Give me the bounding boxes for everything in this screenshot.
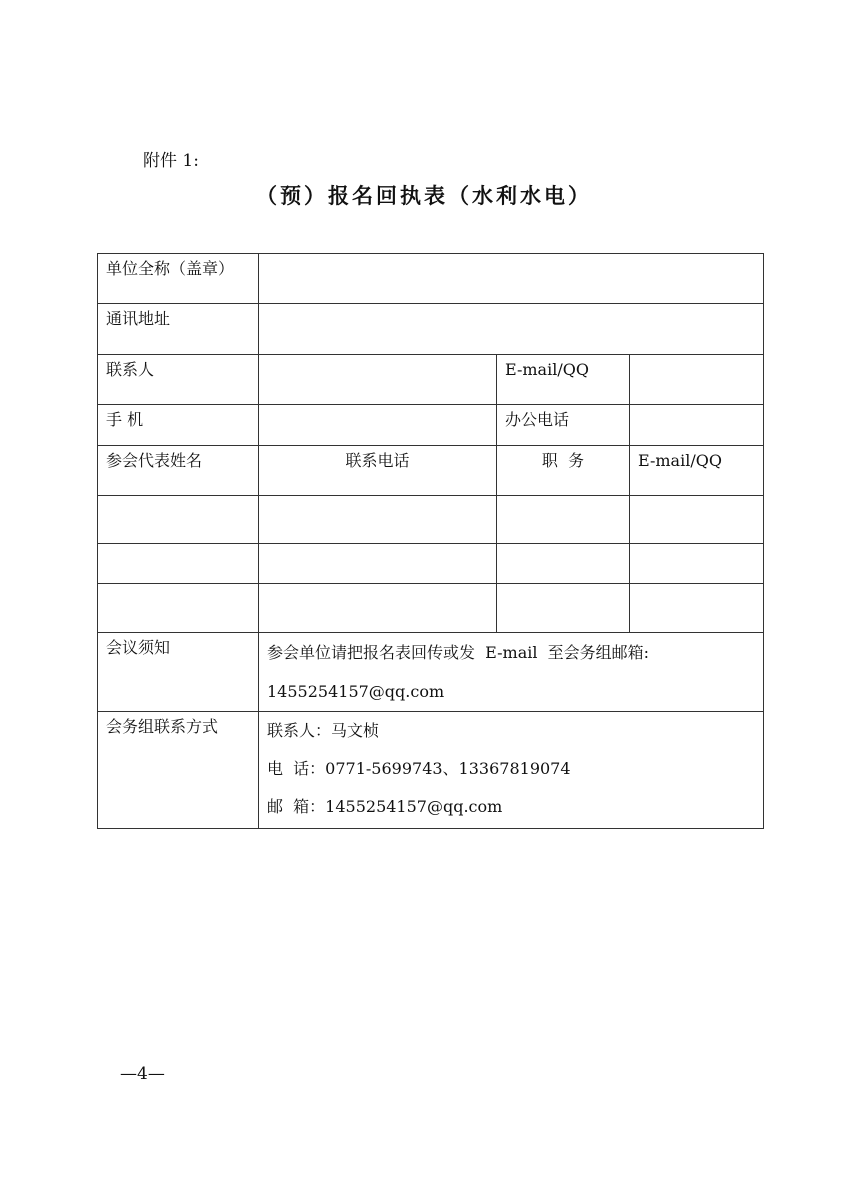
table-row — [98, 584, 764, 633]
contact-field[interactable] — [259, 355, 497, 405]
table-row — [98, 496, 764, 544]
notice-content — [259, 633, 764, 712]
attachment-label: 附件 1: — [143, 151, 199, 171]
attendee-position-field[interactable] — [497, 584, 630, 633]
attendee-name-field[interactable] — [98, 544, 259, 584]
notice-line: 参会单位请把报名表回传或发 E-mail 至会务组邮箱: — [267, 643, 650, 662]
attendee-phone-field[interactable] — [259, 584, 497, 633]
attendee-email-field[interactable] — [630, 584, 764, 633]
org-contact-email: 邮 箱：1455254157@qq.com — [267, 797, 503, 816]
page-number: —4— — [120, 1064, 165, 1084]
phone-header: 联系电话 — [259, 446, 497, 496]
table-row — [98, 544, 764, 584]
org-contact-person: 联系人：马文桢 — [267, 721, 380, 740]
unit-name-label: 单位全称（盖章） — [98, 254, 259, 304]
email-header: E-mail/QQ — [630, 446, 764, 496]
office-phone-field[interactable] — [630, 405, 764, 446]
mobile-label: 手 机 — [98, 405, 259, 446]
attendee-name-field[interactable] — [98, 584, 259, 633]
org-contact-phone: 电 话：0771-5699743、13367819074 — [267, 759, 571, 778]
email-qq-field[interactable] — [630, 355, 764, 405]
address-label: 通讯地址 — [98, 304, 259, 355]
office-phone-label: 办公电话 — [497, 405, 630, 446]
attendee-phone-field[interactable] — [259, 496, 497, 544]
mobile-field[interactable] — [259, 405, 497, 446]
form-title: （预）报名回执表（水利水电） — [256, 184, 592, 208]
attendee-email-field[interactable] — [630, 544, 764, 584]
attendee-phone-field[interactable] — [259, 544, 497, 584]
email-qq-label: E-mail/QQ — [497, 355, 630, 405]
attendee-position-field[interactable] — [497, 544, 630, 584]
address-field[interactable] — [259, 304, 764, 355]
attendee-name-field[interactable] — [98, 496, 259, 544]
attendee-email-field[interactable] — [630, 496, 764, 544]
org-contact-label: 会务组联系方式 — [98, 712, 259, 829]
notice-email: 1455254157@qq.com — [267, 682, 445, 701]
contact-label: 联系人 — [98, 355, 259, 405]
org-contact-content — [259, 712, 764, 829]
position-header: 职 务 — [497, 446, 630, 496]
unit-name-field[interactable] — [259, 254, 764, 304]
registration-form-table — [97, 253, 764, 829]
attendee-name-header: 参会代表姓名 — [98, 446, 259, 496]
notice-label: 会议须知 — [98, 633, 259, 712]
attendee-position-field[interactable] — [497, 496, 630, 544]
